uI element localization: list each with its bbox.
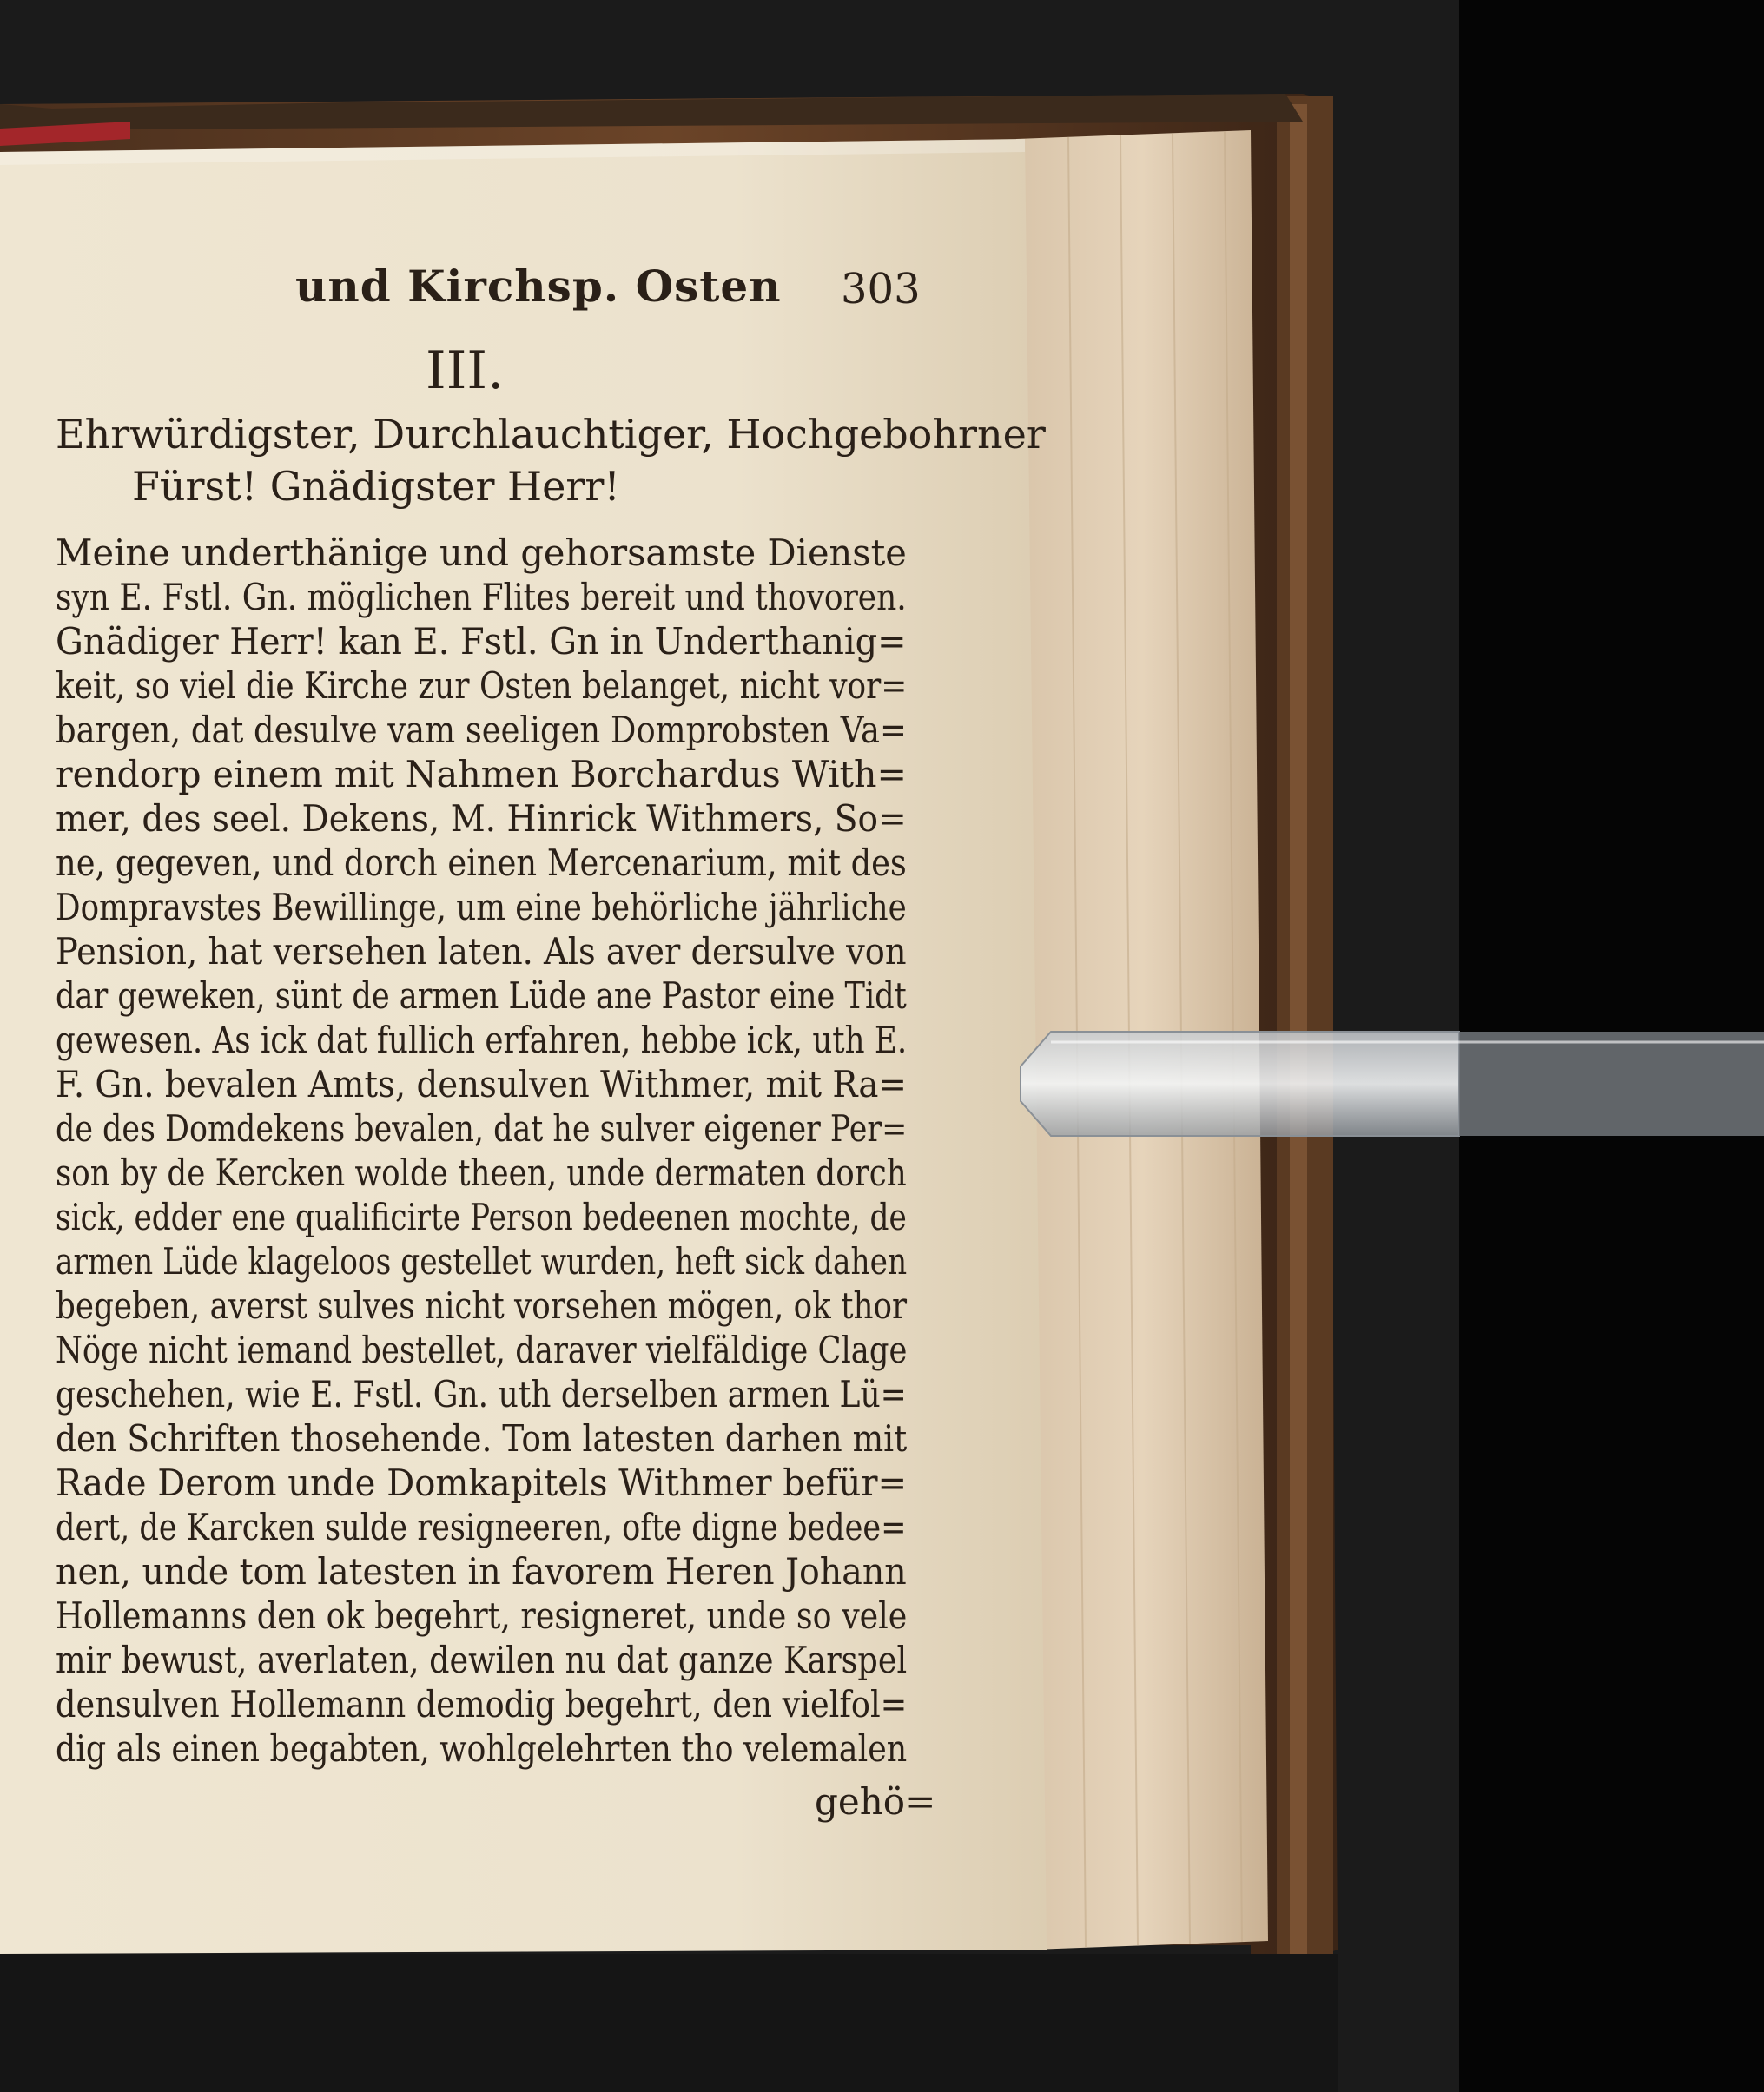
catchword: gehö= [815, 1780, 936, 1823]
body-line: begeben, averst sulves nicht vorsehen mögen, ok thor [56, 1284, 908, 1327]
body-line: syn E. Fstl. Gn. möglichen Flites bereit und thovoren. [56, 576, 907, 618]
body-line: Hollemanns den ok begehrt, resigneret, unde so vele [56, 1594, 908, 1637]
body-line: bargen, dat desulve vam seeligen Domprobsten Va= [56, 709, 907, 751]
body-line: Pension, hat versehen laten. Als aver dersulve von [56, 930, 907, 973]
body-line: sick, edder ene qualificirte Person bedeenen mochte, de [56, 1196, 907, 1238]
body-line: Nöge nicht iemand bestellet, darаver vielfäldige Clage [56, 1329, 908, 1371]
salutation-line: Fürst! Gnädigster Herr! [132, 463, 620, 510]
body-line: son by de Kercken wolde theen, unde dermaten dorch [56, 1152, 907, 1194]
body-line: gewesen. As ick dat fullich erfahren, hebbe ick, uth E. [56, 1019, 908, 1061]
body-line: mir bewust, averlaten, dewilen nu dat ganze Karspel [56, 1639, 908, 1681]
body-line: rendorp einem mit Nahmen Borchardus With= [56, 753, 907, 795]
running-header: und Kirchsp. Osten [295, 261, 782, 312]
body-line: F. Gn. bevalen Amts, densulven Withmer, mit Ra= [56, 1063, 907, 1105]
body-line: dert, de Karcken sulde resigneeren, ofte digne bedee= [56, 1506, 907, 1548]
body-line: dar geweken, sünt de armen Lüde ane Pastor eine Tidt [56, 974, 907, 1017]
body-line: armen Lüde klageloos gestellet wurden, heft sick dahen [56, 1240, 908, 1283]
section-heading: III. [426, 340, 505, 401]
body-line: mer, des seel. Dekens, M. Hinrick Withmers, So= [56, 797, 907, 840]
body-line: Rade Derom unde Domkapitels Withmer befür= [56, 1462, 908, 1504]
body-line: de des Domdekens bevalen, dat he sulver eigener Per= [56, 1107, 908, 1150]
body-line: den Schriften thosehende. Tom latesten darhen mit [56, 1417, 908, 1460]
body-line: dig als einen begabten, wohlgelehrten tho velemalen [56, 1727, 908, 1770]
body-line: geschehen, wie E. Fstl. Gn. uth derselben armen Lü= [56, 1373, 907, 1416]
body-line: nen, unde tom latesten in favorem Heren Johann [56, 1550, 907, 1593]
body-line: Gnädiger Herr! kan E. Fstl. Gn in Underthanig= [56, 620, 907, 663]
body-line: keit, so viel die Kirche zur Osten belanget, nicht vor= [56, 664, 908, 707]
body-line: Meine underthänige und gehorsamste Dienste [56, 531, 907, 574]
body-line: ne, gegeven, und dorch einen Mercenarium, mit des [56, 841, 907, 884]
body-line: densulven Hollemann demodig begehrt, den vielfol= [56, 1683, 908, 1726]
page-number: 303 [841, 265, 921, 313]
body-line: Dompravstes Bewillinge, um eine behörliche jährliche [56, 886, 907, 928]
salutation-line: Ehrwürdigster, Durchlauchtiger, Hochgebohrner [56, 411, 1046, 458]
salutation [56, 408, 1046, 512]
